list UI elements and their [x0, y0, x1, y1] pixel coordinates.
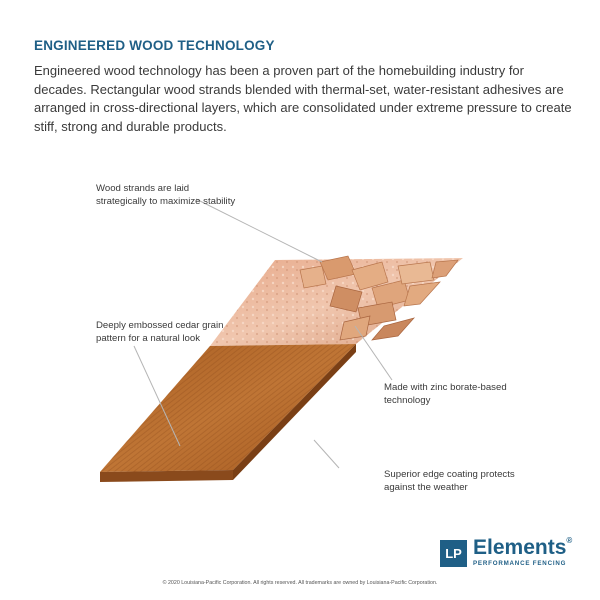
callout-wood-strands: Wood strands are laid strategically to maximize stability — [96, 183, 236, 207]
section-heading: ENGINEERED WOOD TECHNOLOGY — [34, 38, 275, 53]
cedar-grain-board — [100, 344, 356, 482]
callout-zinc-borate: Made with zinc borate-based technology — [384, 382, 507, 406]
brand-tagline: PERFORMANCE FENCING — [473, 560, 567, 567]
brand-name — [473, 536, 572, 560]
brand-name-text: Elements — [473, 536, 567, 559]
leader-line-strands — [196, 199, 322, 262]
copyright-footer: © 2020 Louisiana-Pacific Corporation. All rights reserved. All trademarks are owned by Louisiana-Pacific Corporation. — [162, 580, 438, 586]
intro-paragraph: Engineered wood technology has been a proven part of the homebuilding industry for decades. Rectangular wood strands blended with thermal-set, water-resistant adhesives are arranged in cross-directional layers, which are consolidated under extreme pressure to create stiff, strong and durable products. — [34, 63, 572, 134]
callout-edge-coating: Superior edge coating protects against the weather — [384, 469, 515, 493]
leader-line-edge — [314, 440, 339, 468]
registered-mark: ® — [566, 536, 573, 545]
callout-cedar-grain: Deeply embossed cedar grain pattern for a natural look — [96, 320, 224, 344]
lp-logo-mark: LP — [440, 540, 467, 567]
